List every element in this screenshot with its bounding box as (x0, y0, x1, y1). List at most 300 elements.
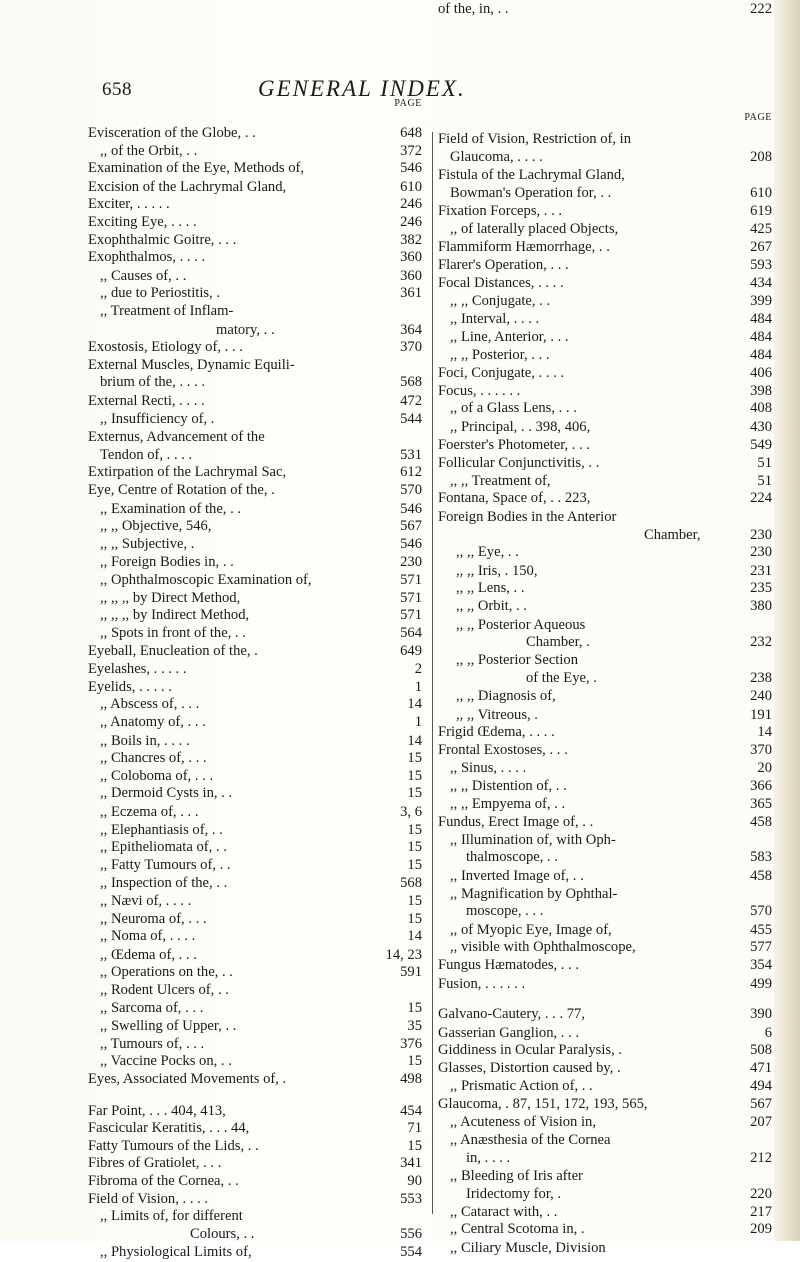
index-entry (438, 633, 772, 652)
index-column-left (88, 0, 422, 1260)
index-entry-term: ,, ,, Distention of, . . (450, 777, 567, 794)
index-entry-page: 230 (750, 526, 772, 543)
index-entry (438, 669, 772, 688)
index-entry-term: Exophthalmic Goitre, . . . (88, 231, 237, 248)
index-entry-page: 341 (400, 1155, 422, 1172)
index-entry (88, 178, 422, 197)
index-entry (88, 1154, 422, 1173)
index-entry-term: ,, Interval, . . . . (450, 310, 540, 327)
index-entry-term: Field of Vision, Restriction of, in (438, 130, 632, 147)
index-entry (438, 1149, 772, 1168)
index-entry (88, 856, 422, 875)
index-entry-term: ,, Illumination of, with Oph- (450, 831, 616, 848)
index-entry (88, 1137, 422, 1156)
index-entry (88, 231, 422, 250)
index-entry-term: ,, Epitheliomata of, . . (100, 839, 227, 856)
index-entry-page: 15 (407, 839, 422, 856)
index-entry-page: 235 (750, 580, 772, 597)
index-entry-term: ,, Physiological Limits of, (100, 1243, 252, 1260)
index-entry (438, 1005, 772, 1024)
index-entry (438, 706, 772, 725)
index-entry-term: ,, Cataract with, . . (450, 1203, 558, 1220)
index-entry-page: 648 (400, 125, 422, 141)
index-entry-term: ,, of a Glass Lens, . . . (450, 400, 577, 417)
index-entry-page: 14 (407, 732, 422, 749)
index-entry (438, 831, 772, 850)
index-entry (438, 148, 772, 167)
index-entry (88, 589, 422, 608)
index-entry (438, 238, 772, 257)
index-entry (88, 678, 422, 697)
index-entry-page: 498 (400, 1071, 422, 1088)
index-entry-term: Foci, Conjugate, . . . . (438, 365, 565, 382)
index-entry (88, 910, 422, 929)
index-entry (88, 963, 422, 982)
index-entry-term: ,, Limits of, for different (100, 1208, 243, 1225)
index-entry-term: ,, ,, Treatment of, (450, 472, 551, 489)
index-entry (438, 292, 772, 311)
index-entry (88, 124, 422, 143)
index-entry (88, 481, 422, 500)
index-entry-page: 209 (750, 1221, 772, 1238)
index-entry (88, 981, 422, 1000)
index-entry-page: 454 (400, 1102, 422, 1119)
index-entry (88, 142, 422, 161)
index-entry-page: 571 (400, 572, 422, 589)
index-entry-page: 612 (400, 464, 422, 481)
index-entry-term: ,, ,, Posterior Aqueous (456, 616, 586, 633)
index-entry-term: Chamber, (644, 526, 701, 543)
index-entry-term: Bowman's Operation for, . . (450, 185, 612, 202)
index-entry (438, 956, 772, 975)
index-entry-term: Exciting Eye, . . . . (88, 214, 197, 231)
index-entry-page: 230 (400, 553, 422, 570)
index-entry-page: 232 (750, 634, 772, 651)
index-entry-page: 508 (750, 1042, 772, 1059)
index-entry-term: ,, Foreign Bodies in, . . (100, 553, 234, 570)
index-entry-term: Externus, Advancement of the (88, 429, 265, 446)
index-entry-term: of the, in, . . (438, 1, 509, 17)
page-binding-edge (774, 0, 800, 1241)
index-entry-term: ,, Prismatic Action of, . . (450, 1078, 593, 1095)
index-entry (438, 759, 772, 778)
index-entry-term: ,, Bleeding of Iris after (450, 1167, 583, 1184)
index-entry (438, 651, 772, 670)
index-entry (438, 848, 772, 867)
index-entry-page: 246 (400, 196, 422, 213)
index-entry-page: 577 (750, 939, 772, 956)
index-entry-term: Focus, . . . . . . (438, 382, 521, 399)
index-entry (438, 579, 772, 598)
index-entry-page: 544 (400, 410, 422, 427)
index-entry-page: 380 (750, 598, 772, 615)
page-column-heading: PAGE (394, 98, 422, 109)
index-entry (438, 489, 772, 508)
index-entry-page: 406 (750, 365, 772, 382)
index-entry-page: 71 (407, 1120, 422, 1137)
index-entry (438, 1220, 772, 1239)
index-entry (88, 553, 422, 572)
index-entry (88, 1052, 422, 1071)
index-entry-term: Examination of the Eye, Methods of, (88, 160, 305, 177)
index-entry-page: 568 (400, 875, 422, 892)
index-entry-term: ,, ,, Posterior Section (456, 651, 579, 668)
index-column-right (438, 0, 772, 1256)
index-entry-term: Fibroma of the Cornea, . . (88, 1173, 239, 1190)
index-entry (88, 571, 422, 590)
index-entry-term: ,, ,, Posterior, . . . (450, 346, 550, 363)
index-entry (88, 1172, 422, 1191)
index-entry-term: Frontal Exostoses, . . . (438, 741, 568, 758)
index-entry-term: Flarer's Operation, . . . (438, 256, 569, 273)
index-entry (438, 813, 772, 832)
index-entry (438, 597, 772, 616)
index-entry-term: Foerster's Photometer, . . . (438, 436, 591, 453)
index-entry (88, 535, 422, 554)
index-entry-term: ,, Treatment of Inflam- (100, 303, 234, 320)
index-entry-page: 458 (750, 867, 772, 884)
index-entry-term: ,, Ophthalmoscopic Examination of, (100, 572, 312, 589)
index-entry-term: ,, Sarcoma of, . . . (100, 999, 204, 1016)
index-entry-term: Fatty Tumours of the Lids, . . (88, 1137, 259, 1154)
index-entry (88, 624, 422, 643)
index-entry-term: ,, Anatomy of, . . . (100, 713, 206, 730)
index-entry (88, 463, 422, 482)
index-entry-page: 20 (757, 760, 772, 777)
index-entry (438, 1077, 772, 1096)
index-entry (88, 338, 422, 357)
index-entry-page: 593 (750, 256, 772, 273)
index-entry-page: 90 (407, 1173, 422, 1190)
index-entry (438, 741, 772, 760)
index-entry-page: 267 (750, 239, 772, 256)
running-title: GENERAL INDEX. (258, 76, 466, 101)
index-entry-page: 619 (750, 202, 772, 219)
index-entry-term: ,, ,, Subjective, . (100, 535, 195, 552)
index-entry-term: ,, of laterally placed Objects, (450, 221, 619, 238)
index-entry-term: Exophthalmos, . . . . (88, 249, 206, 266)
index-entry (88, 749, 422, 768)
index-entry (438, 938, 772, 957)
index-entry (438, 166, 772, 185)
index-entry-page: 649 (400, 643, 422, 660)
index-entry (438, 616, 772, 635)
index-entry-page: 531 (400, 446, 422, 463)
index-entry-term: ,, Central Scotoma in, . (450, 1221, 585, 1238)
index-entry-page: 15 (407, 785, 422, 802)
index-entry-term: Follicular Conjunctivitis, . . (438, 455, 600, 472)
index-entry-term: ,, Sinus, . . . . (450, 760, 527, 777)
index-entry-term: ,, Noma of, . . . . (100, 928, 196, 945)
index-entry (438, 1113, 772, 1132)
index-entry-term: ,, Nævi of, . . . . (100, 892, 192, 909)
index-entry-term: ,, ,, ,, by Direct Method, (100, 589, 241, 606)
index-entry-page: 35 (407, 1018, 422, 1035)
index-entry-page: 494 (750, 1078, 772, 1095)
index-entry-page: 472 (400, 393, 422, 410)
index-entry-term: in, . . . . (466, 1149, 511, 1166)
index-entry (438, 256, 772, 275)
index-entry-term: External Recti, . . . . (88, 393, 205, 410)
index-entry-term: External Muscles, Dynamic Equili- (88, 356, 295, 373)
index-entry-term: ,, due to Periostitis, . (100, 285, 220, 302)
column-divider (432, 132, 433, 1214)
index-entry-term: Fibres of Gratiolet, . . . (88, 1155, 222, 1172)
index-entry-page: 15 (407, 910, 422, 927)
index-entry-page: 191 (750, 706, 772, 723)
index-entry-page: 224 (750, 490, 772, 507)
index-entry-term: Fixation Forceps, . . . (438, 202, 563, 219)
index-entry-page: 434 (750, 275, 772, 292)
index-entry (438, 1059, 772, 1078)
index-entry-term: ,, ,, Objective, 546, (100, 518, 212, 535)
index-entry (88, 874, 422, 893)
index-entry-term: Chamber, . (526, 634, 590, 651)
index-entry-term: Focal Distances, . . . . (438, 275, 564, 292)
index-entry-page: 546 (400, 160, 422, 177)
index-entry-page: 568 (400, 374, 422, 391)
index-entry-page: 546 (400, 500, 422, 517)
index-entry-page: 212 (750, 1149, 772, 1166)
index-entry (88, 946, 422, 965)
index-entry (438, 508, 772, 527)
index-entry-page: 546 (400, 535, 422, 552)
index-entry (88, 1190, 422, 1209)
index-entry-term: Flammiform Hæmorrhage, . . (438, 239, 610, 256)
index-entry-page: 1 (414, 713, 422, 730)
index-entry (438, 436, 772, 455)
index-entry (88, 1035, 422, 1054)
index-entry-term: Exostosis, Etiology of, . . . (88, 339, 243, 356)
index-entry-term: ,, Elephantiasis of, . . (100, 821, 223, 838)
index-entry (438, 795, 772, 814)
index-entry-term: ,, Rodent Ulcers of, . . (100, 982, 229, 998)
index-entry (438, 454, 772, 473)
index-entry (88, 642, 422, 661)
index-entry-page: 231 (750, 562, 772, 579)
index-entry-page: 372 (400, 142, 422, 159)
index-entry (88, 606, 422, 625)
index-entry-page: 499 (750, 975, 772, 992)
index-entry-term: ,, Eczema of, . . . (100, 803, 199, 820)
index-entry-page: 354 (750, 956, 772, 973)
index-entry-page: 408 (750, 400, 772, 417)
index-entry (438, 1131, 772, 1150)
index-entry-term: Eyes, Associated Movements of, . (88, 1071, 287, 1088)
page-number: 658 (102, 79, 132, 100)
index-entry-page: 554 (400, 1243, 422, 1260)
index-entry-page: 553 (400, 1190, 422, 1207)
index-entry-page: 570 (400, 482, 422, 499)
index-entry-term: ,, Chancres of, . . . (100, 750, 207, 767)
index-entry-page: 455 (750, 921, 772, 938)
index-entry-page: 471 (750, 1059, 772, 1076)
index-entry (88, 159, 422, 178)
index-entry-term: matory, . . (216, 321, 275, 338)
index-entry-term: ,, ,, ,, by Indirect Method, (100, 607, 250, 624)
page-column-heading: PAGE (744, 112, 772, 123)
index-entry-page: 549 (750, 436, 772, 453)
index-entry-term: Gasserian Ganglion, . . . (438, 1024, 580, 1041)
index-entry-page: 51 (757, 455, 772, 472)
index-entry-page: 571 (400, 589, 422, 606)
index-entry (438, 921, 772, 940)
index-entry-page: 15 (407, 856, 422, 873)
index-entry-term: Excision of the Lachrymal Gland, (88, 178, 287, 195)
index-entry (88, 927, 422, 946)
index-entry-page: 217 (750, 1203, 772, 1220)
index-entry-term: Eyelids, . . . . . (88, 678, 172, 695)
index-entry-term: Colours, . . (190, 1225, 255, 1242)
index-entry (88, 1119, 422, 1138)
index-entry-page: 365 (750, 795, 772, 812)
index-entry (88, 446, 422, 465)
index-entry-term: ,, Ciliary Muscle, Division (450, 1239, 606, 1256)
index-entry (438, 346, 772, 365)
index-entry (88, 373, 422, 392)
index-entry-page: 484 (750, 329, 772, 346)
index-entry (88, 302, 422, 321)
index-entry-page: 3, 6 (400, 803, 422, 820)
index-entry-page: 398 (750, 382, 772, 399)
index-entry-page: 458 (750, 814, 772, 831)
index-entry-term: Eyelashes, . . . . . (88, 661, 187, 678)
index-entry (88, 500, 422, 519)
index-entry (88, 321, 422, 340)
index-entry-page: 14 (757, 724, 772, 741)
index-entry-term: ,, Spots in front of the, . . (100, 624, 246, 641)
index-entry-term: Far Point, . . . 404, 413, (88, 1102, 226, 1119)
index-entry (88, 713, 422, 732)
index-entry-page: 484 (750, 310, 772, 327)
index-entry-term: ,, ,, Lens, . . (456, 580, 525, 597)
index-entry-term: ,, Fatty Tumours of, . . (100, 856, 231, 873)
index-entry-term: ,, Tumours of, . . . (100, 1035, 205, 1052)
index-entry (438, 418, 772, 437)
index-entry (88, 392, 422, 411)
index-entry (88, 999, 422, 1018)
index-entry-page: 360 (400, 249, 422, 266)
index-entry-term: ,, Examination of the, . . (100, 500, 242, 517)
index-entry-term: Exciter, . . . . . (88, 196, 170, 213)
index-entry-page: 15 (407, 1137, 422, 1154)
index-entry (438, 723, 772, 742)
index-entry (438, 562, 772, 581)
index-entry (88, 660, 422, 679)
index-entry-page: 2 (414, 661, 422, 678)
index-entry-term: ,, Œdema of, . . . (100, 946, 197, 963)
index-entry-term: ,, Principal, . . 398, 406, (450, 419, 591, 436)
index-entry (438, 1239, 772, 1258)
index-entry-page: 564 (400, 624, 422, 641)
index-entry (88, 821, 422, 840)
index-entry (438, 777, 772, 796)
index-entry-page: 6 (764, 1024, 772, 1041)
index-entry-page: 14 (407, 928, 422, 945)
index-entry-term: ,, Vaccine Pocks on, . . (100, 1053, 232, 1070)
index-entry (88, 1017, 422, 1036)
index-entry-term: ,, Abscess of, . . . (100, 696, 200, 713)
index-entry-term: ,, ,, Eye, . . (456, 544, 519, 561)
index-entry (438, 885, 772, 904)
index-entry (88, 428, 422, 447)
index-entry-page: 238 (750, 670, 772, 687)
index-entry-term: ,, ,, Iris, . 150, (456, 562, 538, 579)
index-entry-page: 222 (750, 1, 772, 17)
index-entry-page: 51 (757, 472, 772, 489)
index-entry-term: moscope, . . . (466, 903, 544, 920)
index-entry-page: 390 (750, 1006, 772, 1023)
index-entry-page: 207 (750, 1113, 772, 1130)
index-entry (438, 364, 772, 383)
index-entry-term: ,, Insufficiency of, . (100, 410, 215, 427)
index-entry-term: Fundus, Erect Image of, . . (438, 814, 594, 831)
index-entry-term: Eye, Centre of Rotation of the, . (88, 482, 275, 499)
index-entry-term: Fusion, . . . . . . (438, 975, 526, 992)
index-entry-page: 240 (750, 687, 772, 704)
index-entry-term: ,, of the Orbit, . . (100, 142, 198, 159)
index-entry-term: ,, Causes of, . . (100, 267, 187, 284)
index-entry-page: 567 (750, 1096, 772, 1113)
index-entry-page: 556 (400, 1225, 422, 1242)
index-entry (438, 472, 772, 491)
index-entry (438, 1024, 772, 1043)
index-entry-term: ,, Operations on the, . . (100, 964, 233, 981)
index-entry (438, 1167, 772, 1186)
index-entry-term: Frigid Œdema, . . . . (438, 724, 555, 741)
index-entry-term: Fungus Hæmatodes, . . . (438, 956, 580, 973)
index-entry-page: 399 (750, 292, 772, 309)
index-entry (88, 767, 422, 786)
index-entry-term: Field of Vision, . . . . (88, 1190, 209, 1207)
index-entry-page: 567 (400, 518, 422, 535)
index-entry-page: 610 (400, 178, 422, 195)
index-entry (438, 274, 772, 293)
index-entry-term: Evisceration of the Globe, . . (88, 125, 256, 141)
index-entry-term: Foreign Bodies in the Anterior (438, 508, 617, 525)
index-entry-page: 370 (400, 339, 422, 356)
index-entry-page: 610 (750, 185, 772, 202)
index-entry-term: ,, ,, Empyema of, . . (450, 795, 566, 812)
index-entry (438, 1185, 772, 1204)
index-entry (438, 0, 772, 19)
index-entry-page: 15 (407, 821, 422, 838)
index-entry-term: ,, Inspection of the, . . (100, 875, 228, 892)
index-entry-term: ,, Boils in, . . . . (100, 732, 190, 749)
index-entry-page: 570 (750, 903, 772, 920)
index-entry (438, 902, 772, 921)
index-entry-page: 15 (407, 767, 422, 784)
index-entry-term: Extirpation of the Lachrymal Sac, (88, 464, 287, 481)
index-entry-page: 360 (400, 267, 422, 284)
index-entry (88, 267, 422, 286)
index-entry (438, 184, 772, 203)
index-entry-term: ,, Magnification by Ophthal- (450, 885, 618, 902)
index-entry-term: ,, ,, Vitreous, . (456, 706, 538, 723)
index-entry (438, 130, 772, 149)
index-entry-term: ,, Coloboma of, . . . (100, 767, 214, 784)
index-entry-term: Glasses, Distortion caused by, . (438, 1059, 621, 1076)
index-entry-term: ,, Line, Anterior, . . . (450, 329, 569, 346)
index-entry-page: 14, 23 (385, 946, 422, 963)
index-entry (438, 399, 772, 418)
index-entry-term: brium of the, . . . . (100, 374, 205, 391)
index-entry-term: Giddiness in Ocular Paralysis, . (438, 1042, 623, 1059)
index-entry-term: ,, visible with Ophthalmoscope, (450, 939, 636, 956)
index-entry-term: Glaucoma, . . . . (450, 149, 543, 166)
index-entry (88, 695, 422, 714)
index-entry-term: ,, ,, Orbit, . . (456, 598, 527, 615)
